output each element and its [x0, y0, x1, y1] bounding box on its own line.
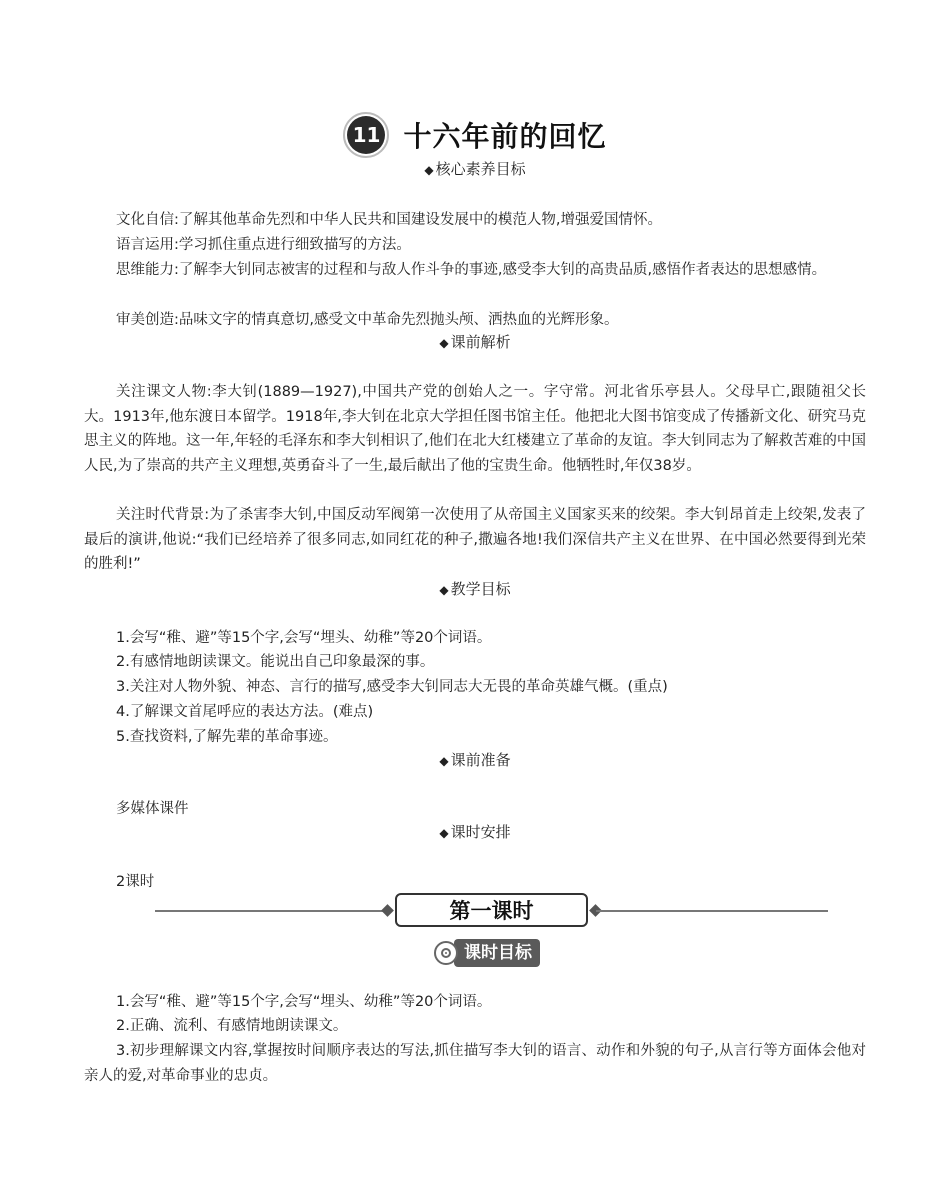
- schedule-heading: ◆ 课时安排: [439, 823, 511, 841]
- prep-heading: ◆ 课前准备: [439, 751, 511, 769]
- schedule-content: 2课时: [116, 874, 155, 890]
- core-goals-heading: ◆ 核心素养目标: [424, 160, 526, 178]
- teaching-goal-2: 2.有感情地朗读课文。能说出自己印象最深的事。: [116, 654, 435, 670]
- lesson-goal-3: 3.初步理解课文内容,掌握按时间顺序表达的写法,抓住描写李大钊的语言、动作和外貌的句子,从言行等方面体会他对亲人的爱,对革命事业的忠贞。: [84, 1043, 866, 1084]
- prep-content: 多媒体课件: [116, 801, 189, 817]
- lesson-goal-label: 课时目标: [454, 939, 540, 967]
- pre-analysis-background: 关注时代背景:为了杀害李大钊,中国反动军阀第一次使用了从帝国主义国家买来的绞架。李大钊昂首走上绞架,发表了最后的演讲,他说:“我们已经培养了很多同志,如同红花的种子,撒遍各地!我们深信共产主义在世界、在中国必然要得到光荣的胜利!”: [84, 507, 866, 572]
- core-goal-aesthetic: 审美创造:品味文字的情真意切,感受文中革命先烈抛头颅、洒热血的光辉形象。: [116, 312, 619, 328]
- core-goal-thinking: 思维能力:了解李大钊同志被害的过程和与敌人作斗争的事迹,感受李大钊的高贵品质,感悟作者表达的思想感情。: [116, 262, 827, 278]
- lesson-goal-2: 2.正确、流利、有感情地朗读课文。: [116, 1018, 348, 1034]
- diamond-icon: ◆: [439, 826, 449, 840]
- pre-analysis-person: 关注课文人物:李大钊(1889—1927),中国共产党的创始人之一。字守常。河北省乐亭县人。父母早亡,跟随祖父长大。1913年,他东渡日本留学。1918年,李大钊在北京大学担任图书馆主任。他把北大图书馆变成了传播新文化、研究马克思主义的阵地。这一年,年轻的毛泽东和李大钊相识了,他们在北大红楼建立了革命的友谊。李大钊同志为了解救苦难的中国人民,为了崇高的共产主义理想,英勇奋斗了一生,最后献出了他的宝贵生命。他牺牲时,年仅38岁。: [84, 384, 866, 474]
- lesson-title-row: [0, 112, 950, 158]
- lesson-number: 11: [347, 116, 385, 154]
- core-goal-culture: 文化自信:了解其他革命先烈和中华人民共和国建设发展中的模范人物,增强爱国情怀。: [116, 212, 662, 228]
- diamond-icon: ◆: [439, 583, 449, 597]
- teaching-goal-3: 3.关注对人物外貌、神态、言行的描写,感受李大钊同志大无畏的革命英雄气概。(重点): [116, 679, 668, 695]
- teaching-goal-1: 1.会写“稚、避”等15个字,会写“埋头、幼稚”等20个词语。: [116, 630, 492, 646]
- diamond-ornament-icon: [381, 904, 394, 917]
- lesson-goal-tag: [434, 939, 540, 967]
- teaching-goal-5: 5.查找资料,了解先辈的革命事迹。: [116, 729, 338, 745]
- lesson-title: 十六年前的回忆: [403, 120, 607, 153]
- lesson-number-badge: [343, 112, 389, 158]
- diamond-icon: ◆: [424, 163, 434, 177]
- divider-line: [155, 910, 387, 912]
- lesson-goal-1: 1.会写“稚、避”等15个字,会写“埋头、幼稚”等20个词语。: [116, 994, 492, 1010]
- divider-line: [596, 910, 828, 912]
- diamond-icon: ◆: [439, 336, 449, 350]
- first-lesson-title: 第一课时: [395, 893, 588, 927]
- core-goal-language: 语言运用:学习抓住重点进行细致描写的方法。: [116, 237, 411, 253]
- teaching-goals-heading: ◆ 教学目标: [439, 580, 511, 598]
- target-icon: [434, 941, 458, 965]
- teaching-goal-4: 4.了解课文首尾呼应的表达方法。(难点): [116, 704, 374, 720]
- pre-analysis-heading: ◆ 课前解析: [439, 333, 511, 351]
- first-lesson-banner: [155, 893, 828, 929]
- diamond-icon: ◆: [439, 754, 449, 768]
